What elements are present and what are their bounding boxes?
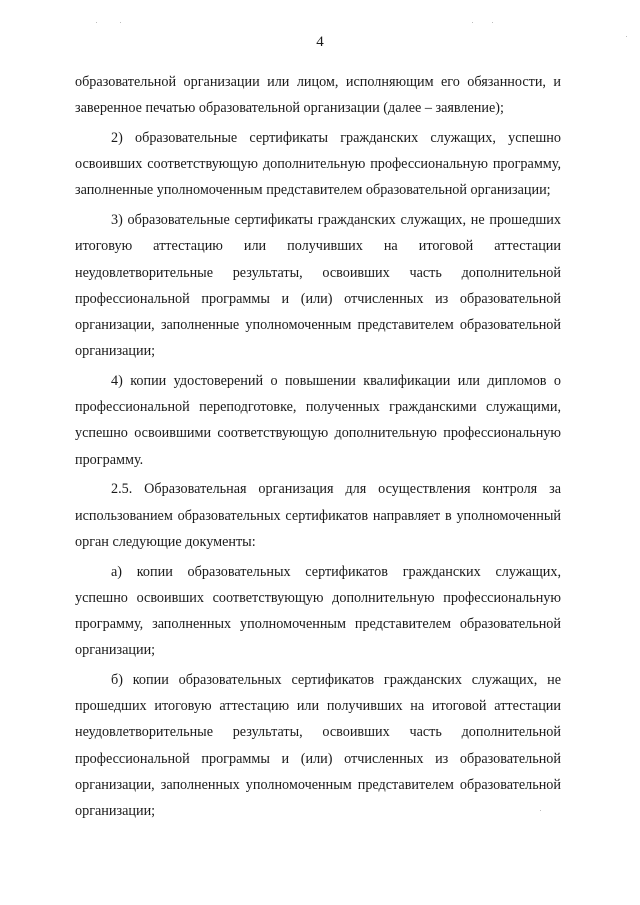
scan-speck xyxy=(472,22,473,23)
paragraph-item-a: а) копии образовательных сертификатов гражданских служащих, успешно освоивших соответствующую дополнительную профессиональную программу, заполненных уполномоченным представителем образовательной организации; xyxy=(75,563,561,659)
paragraph-section-2-5: 2.5. Образовательная организация для осуществления контроля за использованием образовательных сертификатов направляет в уполномоченный орган следующие документы: xyxy=(75,481,561,550)
paragraph-continuation: образовательной организации или лицом, исполняющим его обязанности, и заверенное печатью образовательной организации (далее – заявление); xyxy=(75,74,561,117)
document-body xyxy=(75,69,561,828)
paragraph-item-2: 2) образовательные сертификаты гражданских служащих, успешно освоивших соответствующую дополнительную профессиональную программу, заполненные уполномоченным представителем образовательной организации; xyxy=(75,130,561,199)
scan-speck xyxy=(492,22,493,23)
paragraph-item-4: 4) копии удостоверений о повышении квалификации или дипломов о профессиональной переподготовке, полученных гражданскими служащими, успешно освоившими соответствующую дополнительную профессиональную программу. xyxy=(75,373,561,468)
page-number: 4 xyxy=(316,34,324,50)
paragraph-item-3: 3) образовательные сертификаты гражданских служащих, не прошедших итоговую аттестацию или получивших на итоговой аттестации неудовлетворительные результаты, освоивших часть дополнительной профессиональной программы и (или) отчисленных из образовательной организации, заполненные уполномоченным представителем образовательной организации; xyxy=(75,212,561,360)
scan-speck xyxy=(120,22,121,23)
scan-speck xyxy=(96,22,97,23)
paragraph-item-b: б) копии образовательных сертификатов гражданских служащих, не прошедших итоговую аттестацию или получивших на итоговой аттестации неудовлетворительные результаты, освоивших часть дополнительной профессиональной программы и (или) отчисленных из образовательной организации, заполненных уполномоченным представителем образовательной организации; xyxy=(75,672,561,820)
